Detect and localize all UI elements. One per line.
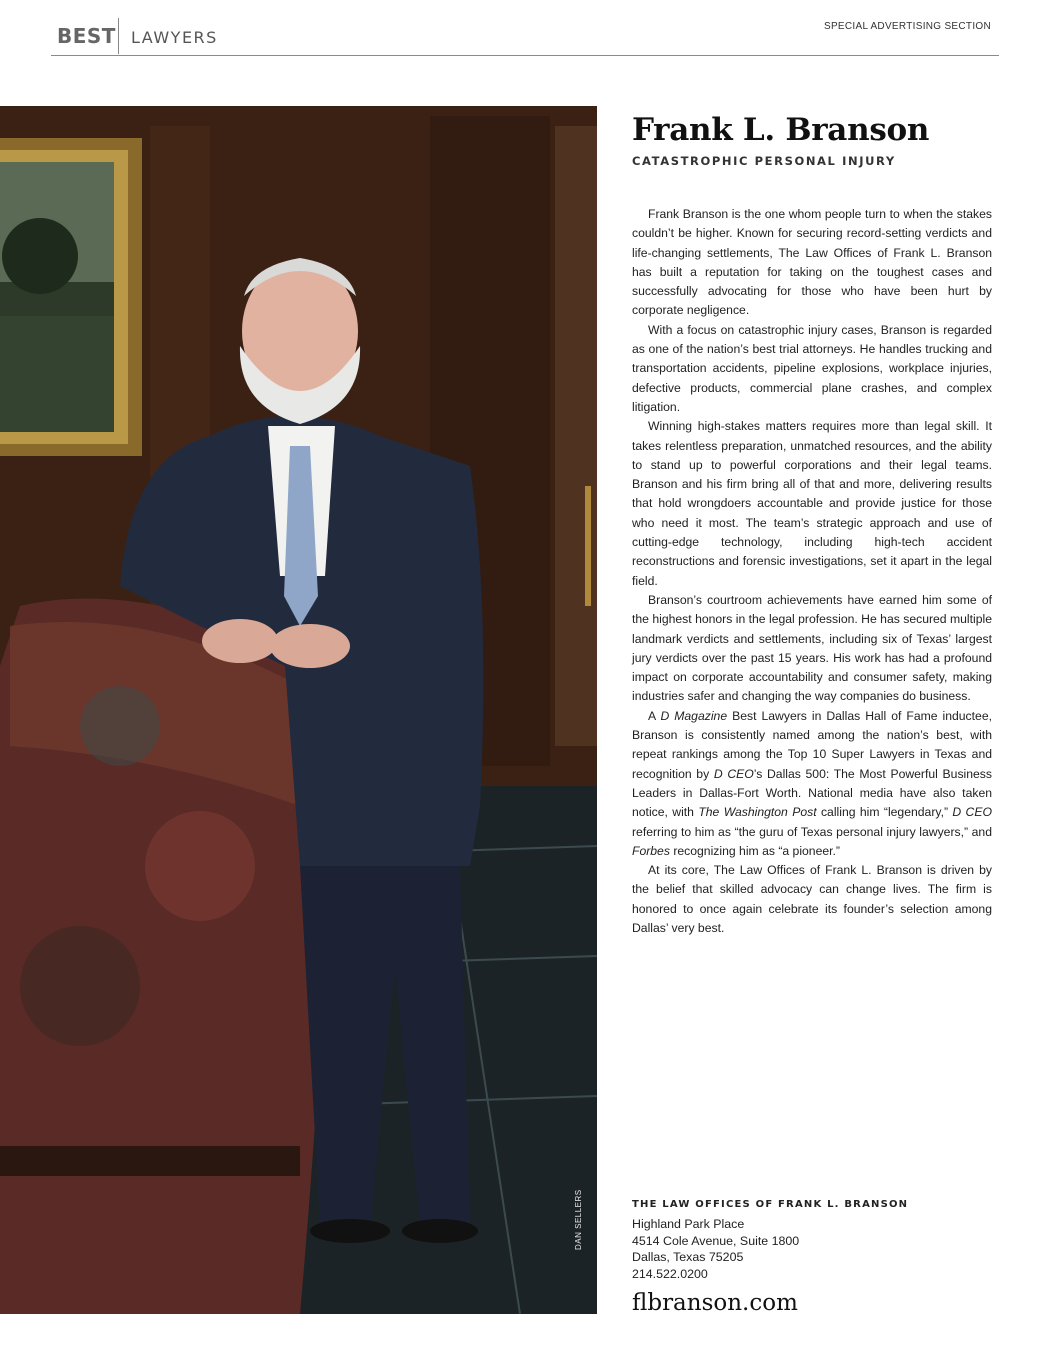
article-body bbox=[632, 205, 992, 938]
publication-name: D CEO bbox=[952, 805, 992, 820]
brand-lawyers: LAWYERS bbox=[131, 28, 218, 47]
phone-number: 214.522.0200 bbox=[632, 1267, 708, 1282]
article-paragraph: Branson’s courtroom achievements have earned him some of the highest honors in the legal profession. He has secured multiple landmark verdicts and settlements, including six of Texas’ largest jury verdicts over the past 15 years. His work has had a profound impact on corporate accountability and consumer safety, making industries safer and changing the way companies do business. bbox=[632, 592, 992, 704]
photo-credit: DAN SELLERS bbox=[574, 1189, 583, 1250]
brand-best: BEST bbox=[57, 24, 116, 48]
practice-area: CATASTROPHIC PERSONAL INJURY bbox=[632, 154, 896, 168]
address-line-1: Highland Park Place bbox=[632, 1216, 745, 1231]
article-paragraph bbox=[632, 707, 992, 861]
address-line-2: 4514 Cole Avenue, Suite 1800 bbox=[632, 1233, 800, 1248]
website-link[interactable]: flbranson.com bbox=[632, 1290, 798, 1316]
article-paragraph: At its core, The Law Offices of Frank L. Branson is driven by the belief that skilled advocacy can change lives. The firm is honored to once again celebrate its founder’s selection among Dallas’ very best. bbox=[632, 863, 992, 935]
text-run: recognizing him as “a pioneer.” bbox=[669, 843, 840, 858]
brand-divider bbox=[118, 18, 119, 54]
text-run: ’s Dallas 500: The Most Powerful Business Leaders in Dallas-Fort Worth. National media have also taken notice, with bbox=[632, 766, 992, 820]
publication-name: D Magazine bbox=[660, 708, 728, 723]
article-paragraph: With a focus on catastrophic injury cases, Branson is regarded as one of the nation’s best trial attorneys. He handles trucking and transportation accidents, pipeline explosions, workplace injuries, defective products, commercial plane crashes, and complex litigation. bbox=[632, 322, 992, 414]
page-header bbox=[51, 18, 999, 56]
lawyer-name: Frank L. Branson bbox=[632, 112, 930, 148]
portrait-illustration bbox=[0, 106, 597, 1314]
article-paragraph: Winning high-stakes matters requires more than legal skill. It takes relentless preparation, unmatched resources, and the ability to stand up to powerful corporations and their legal teams. Branson and his firm bring all of that and more, delivering results that hold wrongdoers accountable and provide justice for those who need it most. The team’s strategic approach and use of cutting-edge technology, including high-tech accident reconstructions and forensic investigations, set it apart in the legal field. bbox=[632, 419, 992, 588]
publication-name: D CEO bbox=[713, 766, 754, 781]
publication-name: Forbes bbox=[632, 843, 670, 858]
contact-block bbox=[632, 1197, 908, 1283]
address-line-3: Dallas, Texas 75205 bbox=[632, 1250, 744, 1265]
text-run: referring to him as “the guru of Texas personal injury lawyers,” and bbox=[632, 824, 992, 839]
text-run: A bbox=[648, 708, 661, 723]
publication-name: The Washington Post bbox=[698, 805, 817, 820]
text-run: Best Lawyers in Dallas Hall of Fame inductee, Branson is consistently named among the nation’s best, with repeat rankings among the Top 10 Super Lawyers in Texas and recognition by bbox=[632, 708, 992, 781]
text-run: calling him “legendary,” bbox=[816, 805, 953, 820]
firm-name: THE LAW OFFICES OF FRANK L. BRANSON bbox=[632, 1199, 909, 1210]
advertising-section-label: SPECIAL ADVERTISING SECTION bbox=[823, 21, 991, 32]
article-paragraph: Frank Branson is the one whom people turn to when the stakes couldn’t be higher. Known for securing record-setting verdicts and life-changing settlements, The Law Offices of Frank L. Branson has built a reputation for taking on the toughest cases and successfully advocating for those who have been hurt by corporate negligence. bbox=[632, 207, 992, 318]
portrait-photo bbox=[0, 106, 597, 1314]
